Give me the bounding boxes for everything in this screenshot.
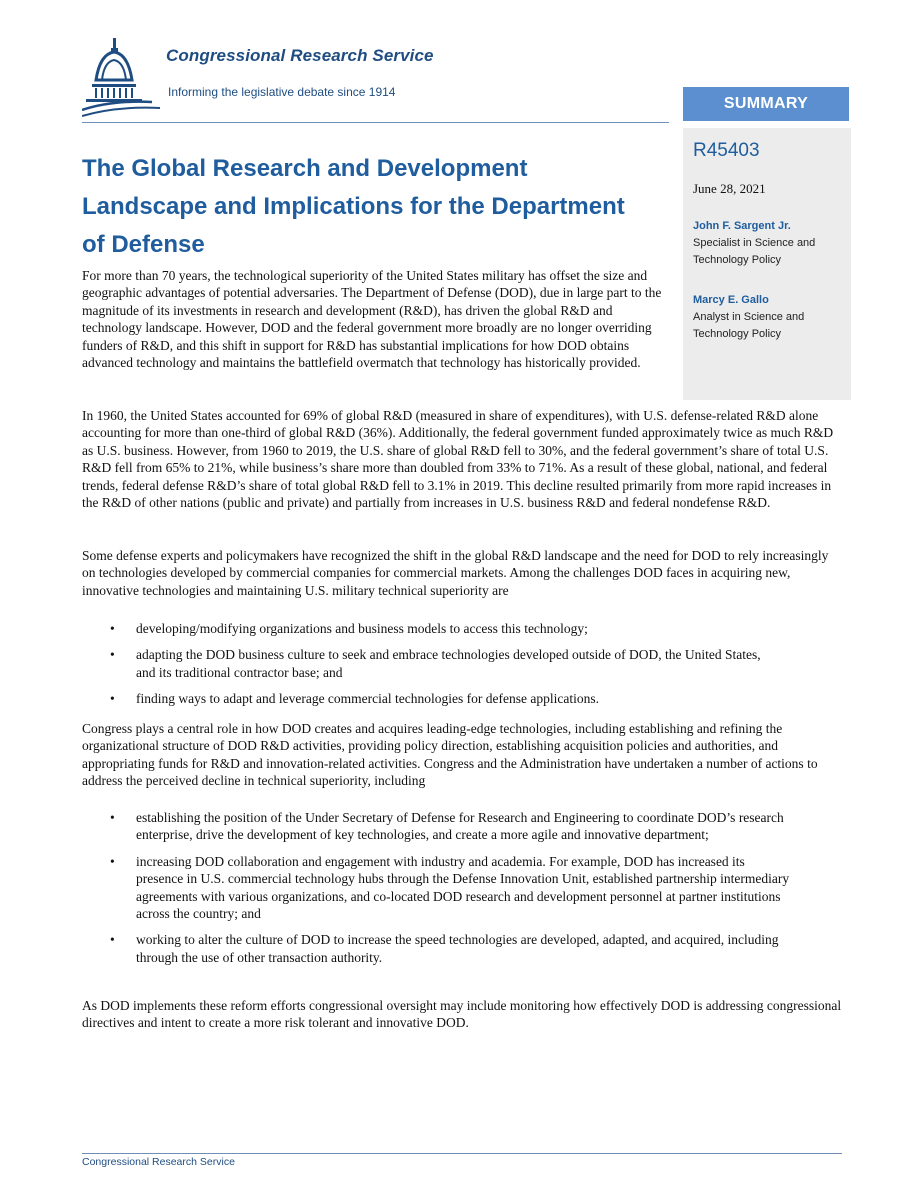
bullet-icon: • xyxy=(110,691,115,707)
summary-paragraph: As DOD implements these reform efforts congressional oversight may include monitoring how effectively DOD is addressing congressional directives and intent to create a more risk tolerant and innovative DOD. xyxy=(82,998,842,1031)
capitol-dome-icon xyxy=(82,36,172,122)
bullet-icon: • xyxy=(110,810,115,825)
org-name: Congressional Research Service xyxy=(166,46,434,65)
bullet-icon: • xyxy=(110,621,115,636)
bullet-icon: • xyxy=(110,932,115,948)
summary-paragraph: Congress plays a central role in how DOD creates and acquires leading-edge technologies, including establishing and refining the organizational structure of DOD R&D activities, providing policy direction, establishing acquisition policies and authorities, and appropriating funds for R&D and innovation-related activities. Congress and the Administration have undertaken a number of actions to address the perceived decline in technical superiority, including xyxy=(82,721,818,789)
summary-paragraph: In 1960, the United States accounted for 69% of global R&D (measured in share of expenditures), with U.S. defense-related R&D alone accounting for more than one-third of global R&D (36%). Additionally, the federal government funded approximately twice as much R&D as U.S. business. However, from 1960 to 2019, the U.S. share of global R&D fell to 30%, and the federal government’s share of total U.S. R&D fell from 65% to 21%, while business’s share more than doubled from 33% to 71%. As a result of these global, national, and federal trends, federal defense R&D’s share of total global R&D fell to 3.1% in 2019. This decline resulted primarily from more rapid increases in the R&D of other nations (public and private) and partially from increases in U.S. business R&D and federal nondefense R&D. xyxy=(82,408,834,511)
author-name: Marcy E. Gallo xyxy=(693,294,769,306)
header-divider xyxy=(82,122,669,123)
author-role: Technology Policy xyxy=(693,254,782,266)
list-item: • adapting the DOD business culture to seek and embrace technologies developed outside of DOD, the United States, and its traditional contractor base; and xyxy=(110,647,761,680)
report-title: The Global Research and Development Landscape and Implications for the Department of Defense xyxy=(82,155,625,258)
list-item: • developing/modifying organizations and business models to access this technology; xyxy=(110,621,588,636)
footer-text: Congressional Research Service xyxy=(82,1156,235,1168)
author-role: Analyst in Science and xyxy=(693,311,805,323)
challenges-list xyxy=(110,620,770,717)
author-name: John F. Sargent Jr. xyxy=(693,220,791,232)
list-item: • increasing DOD collaboration and engagement with industry and academia. For example, DOD has increased its presence in U.S. commercial technology hubs through the Defense Innovation Unit, established partnership intermediary agreements with various organizations, and co-located DOD research and development personnel at partner institutions across the country; and xyxy=(110,853,790,922)
org-tagline: Informing the legislative debate since 1914 xyxy=(168,85,396,99)
actions-list xyxy=(110,809,790,975)
author-block xyxy=(693,218,815,269)
summary-paragraph: Some defense experts and policymakers have recognized the shift in the global R&D landscape and the need for DOD to rely increasingly on technologies developed by commercial companies for commercial markets. Among the challenges DOD faces in acquiring new, innovative technologies and maintaining U.S. military technical superiority are xyxy=(82,548,829,598)
author-block xyxy=(693,292,804,343)
list-item: • working to alter the culture of DOD to increase the speed technologies are developed, adapted, and acquired, including through the use of other transaction authority. xyxy=(110,932,779,965)
summary-paragraph: For more than 70 years, the technological superiority of the United States military has offset the size and geographic advantages of potential adversaries. The Department of Defense (DOD), due in large part to the magnitude of its investments in research and development (R&D), has driven the global R&D and technology landscape. However, DOD and the federal government more broadly are no longer overriding funders of R&D, and this shift in support for R&D has substantial implications for how DOD obtains advanced technology and maintains the battlefield overmatch that technology has historically provided. xyxy=(82,268,662,371)
report-number: R45403 xyxy=(693,140,760,161)
list-item: • finding ways to adapt and leverage commercial technologies for defense applications. xyxy=(110,691,599,707)
footer-divider xyxy=(82,1153,842,1154)
summary-tab: SUMMARY xyxy=(683,87,849,121)
list-item: • establishing the position of the Under Secretary of Defense for Research and Engineering to coordinate DOD’s research enterprise, drive the development of key technologies, and create a more agile and innovative department; xyxy=(110,810,784,843)
bullet-icon: • xyxy=(110,853,115,869)
bullet-icon: • xyxy=(110,647,115,663)
author-role: Specialist in Science and xyxy=(693,237,816,249)
report-date: June 28, 2021 xyxy=(693,181,766,196)
author-role: Technology Policy xyxy=(693,328,782,340)
